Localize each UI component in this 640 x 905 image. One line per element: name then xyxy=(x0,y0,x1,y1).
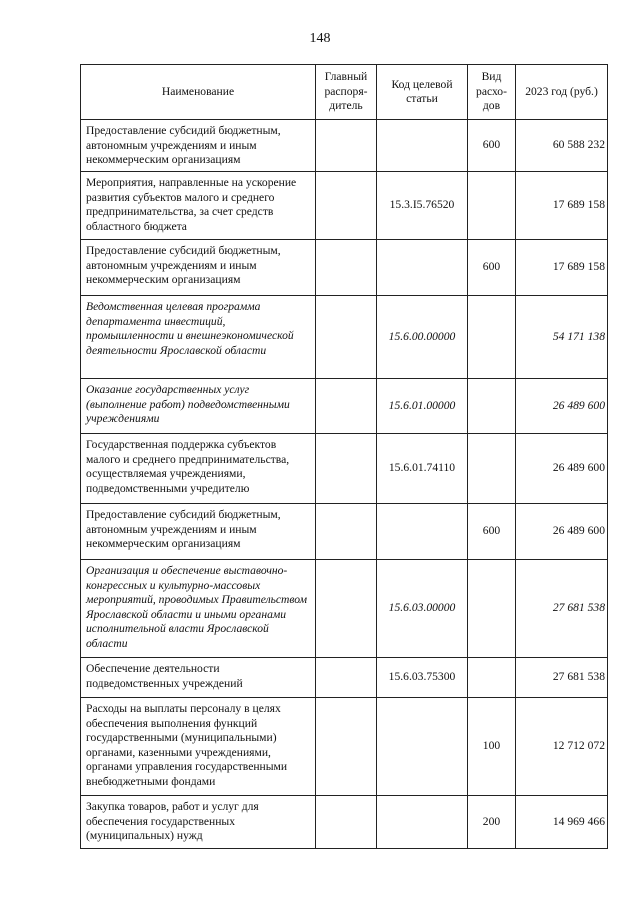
table-row xyxy=(81,434,608,504)
row-kind xyxy=(468,379,516,434)
row-name: Обеспечение деятельности подведомственных учреждений xyxy=(81,658,316,698)
table-row xyxy=(81,120,608,172)
header-amount: 2023 год (руб.) xyxy=(516,65,608,120)
page-number: 148 xyxy=(309,31,331,46)
row-distributor xyxy=(316,240,377,296)
row-kind: 600 xyxy=(468,504,516,560)
row-amount: 60 588 232 xyxy=(516,120,608,172)
row-amount: 12 712 072 xyxy=(516,698,608,796)
header-kind: Вид расхо-дов xyxy=(468,65,516,120)
row-amount: 14 969 466 xyxy=(516,796,608,849)
row-kind: 600 xyxy=(468,240,516,296)
header-name: Наименование xyxy=(81,65,316,120)
table-row xyxy=(81,698,608,796)
row-amount: 26 489 600 xyxy=(516,379,608,434)
row-kind xyxy=(468,560,516,658)
row-code xyxy=(377,796,468,849)
row-distributor xyxy=(316,434,377,504)
row-code: 15.6.01.74110 xyxy=(377,434,468,504)
row-amount: 27 681 538 xyxy=(516,560,608,658)
row-distributor xyxy=(316,560,377,658)
table-row xyxy=(81,504,608,560)
row-distributor xyxy=(316,698,377,796)
table-row xyxy=(81,796,608,849)
row-code: 15.6.01.00000 xyxy=(377,379,468,434)
row-code: 15.6.00.00000 xyxy=(377,296,468,379)
row-code: 15.3.I5.76520 xyxy=(377,172,468,240)
row-distributor xyxy=(316,379,377,434)
row-name: Закупка товаров, работ и услуг для обеспечения государственных (муниципальных) нужд xyxy=(81,796,316,849)
budget-table xyxy=(80,64,608,849)
row-name: Ведомственная целевая программа департамента инвестиций, промышленности и внешнеэкономической деятельности Ярославской области xyxy=(81,296,316,379)
row-kind: 100 xyxy=(468,698,516,796)
table-row xyxy=(81,296,608,379)
row-amount: 26 489 600 xyxy=(516,434,608,504)
table-row xyxy=(81,658,608,698)
table-row xyxy=(81,240,608,296)
row-name: Оказание государственных услуг (выполнение работ) подведомственными учреждениями xyxy=(81,379,316,434)
header-distributor: Главный распоря-дитель xyxy=(316,65,377,120)
row-kind xyxy=(468,172,516,240)
row-amount: 54 171 138 xyxy=(516,296,608,379)
row-distributor xyxy=(316,504,377,560)
row-distributor xyxy=(316,658,377,698)
row-kind: 200 xyxy=(468,796,516,849)
row-kind xyxy=(468,296,516,379)
row-kind xyxy=(468,658,516,698)
row-code xyxy=(377,240,468,296)
row-name: Мероприятия, направленные на ускорение развития субъектов малого и среднего предпринимательства, за счет средств областного бюджета xyxy=(81,172,316,240)
row-amount: 17 689 158 xyxy=(516,172,608,240)
row-name: Предоставление субсидий бюджетным, автономным учреждениям и иным некоммерческим организациям xyxy=(81,504,316,560)
row-name: Предоставление субсидий бюджетным, автономным учреждениям и иным некоммерческим организациям xyxy=(81,240,316,296)
row-code xyxy=(377,504,468,560)
table-header-row xyxy=(81,65,608,120)
row-code: 15.6.03.75300 xyxy=(377,658,468,698)
row-distributor xyxy=(316,172,377,240)
row-amount: 27 681 538 xyxy=(516,658,608,698)
row-distributor xyxy=(316,296,377,379)
table-row xyxy=(81,379,608,434)
header-code: Код целевой статьи xyxy=(377,65,468,120)
row-name: Государственная поддержка субъектов малого и среднего предпринимательства, осуществляемая учреждениями, подведомственными учредителю xyxy=(81,434,316,504)
row-name: Предоставление субсидий бюджетным, автономным учреждениям и иным некоммерческим организациям xyxy=(81,120,316,172)
row-distributor xyxy=(316,120,377,172)
row-amount: 17 689 158 xyxy=(516,240,608,296)
row-code: 15.6.03.00000 xyxy=(377,560,468,658)
row-code xyxy=(377,698,468,796)
table-row xyxy=(81,172,608,240)
row-kind xyxy=(468,434,516,504)
row-distributor xyxy=(316,796,377,849)
row-name: Расходы на выплаты персоналу в целях обеспечения выполнения функций государственными (муниципальными) органами, казенными учреждениями, органами управления государственными внебюджетными фондами xyxy=(81,698,316,796)
row-amount: 26 489 600 xyxy=(516,504,608,560)
row-kind: 600 xyxy=(468,120,516,172)
row-code xyxy=(377,120,468,172)
row-name: Организация и обеспечение выставочно-конгрессных и культурно-массовых мероприятий, проводимых Правительством Ярославской области и иными органами исполнительной власти Ярославской области xyxy=(81,560,316,658)
table-row xyxy=(81,560,608,658)
